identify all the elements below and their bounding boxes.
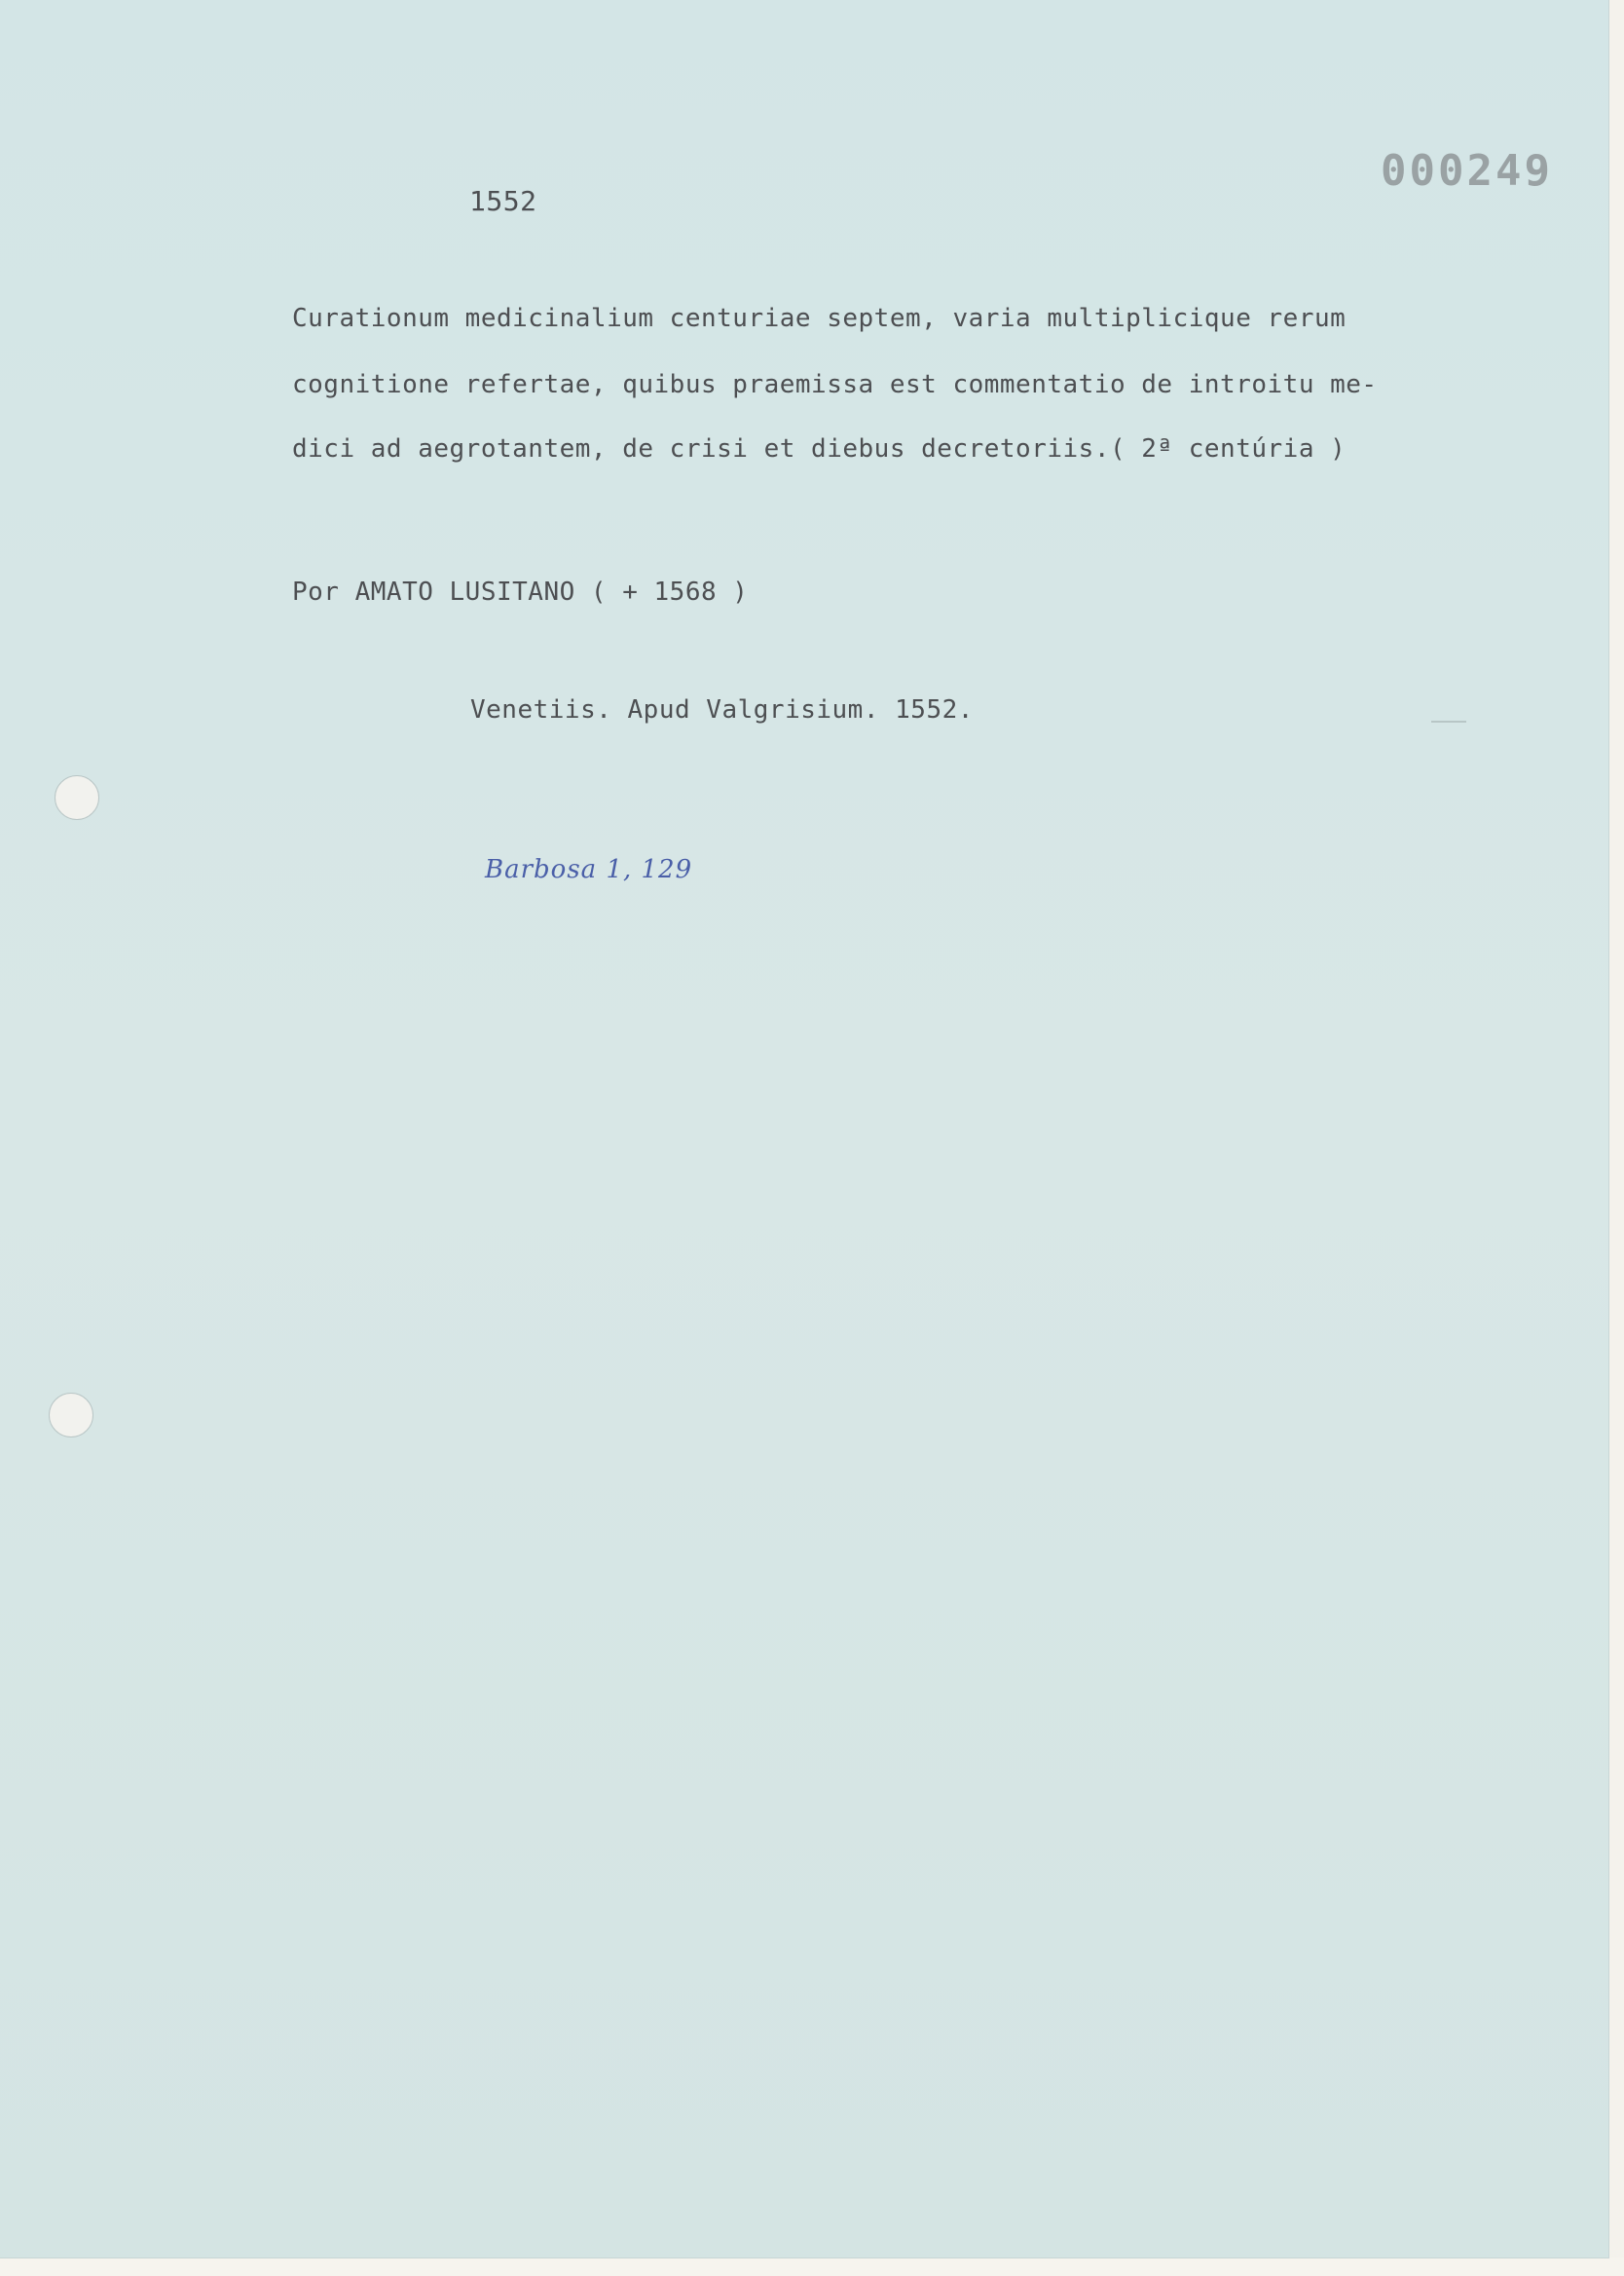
title-line-2: cognitione refertae, quibus praemissa est commentatio de introitu me-: [292, 370, 1378, 399]
card-year: 1552: [469, 185, 537, 217]
scan-margin-right: [1608, 0, 1624, 2276]
punch-hole-top: [55, 775, 99, 820]
scan-margin-bottom: [0, 2257, 1624, 2276]
author-line: Por AMATO LUSITANO ( + 1568 ): [292, 578, 749, 607]
punch-hole-bottom: [49, 1393, 93, 1437]
handwritten-reference: Barbosa 1, 129: [485, 855, 693, 884]
title-line-3: dici ad aegrotantem, de crisi et diebus decretoriis.( 2ª centúria ): [292, 434, 1347, 464]
title-line-1: Curationum medicinalium centuriae septem, varia multiplicique rerum: [292, 304, 1347, 333]
ink-smudge: [1431, 721, 1466, 723]
imprint-line: Venetiis. Apud Valgrisium. 1552.: [470, 695, 974, 725]
catalog-number-stamp: 000249: [1381, 146, 1553, 196]
